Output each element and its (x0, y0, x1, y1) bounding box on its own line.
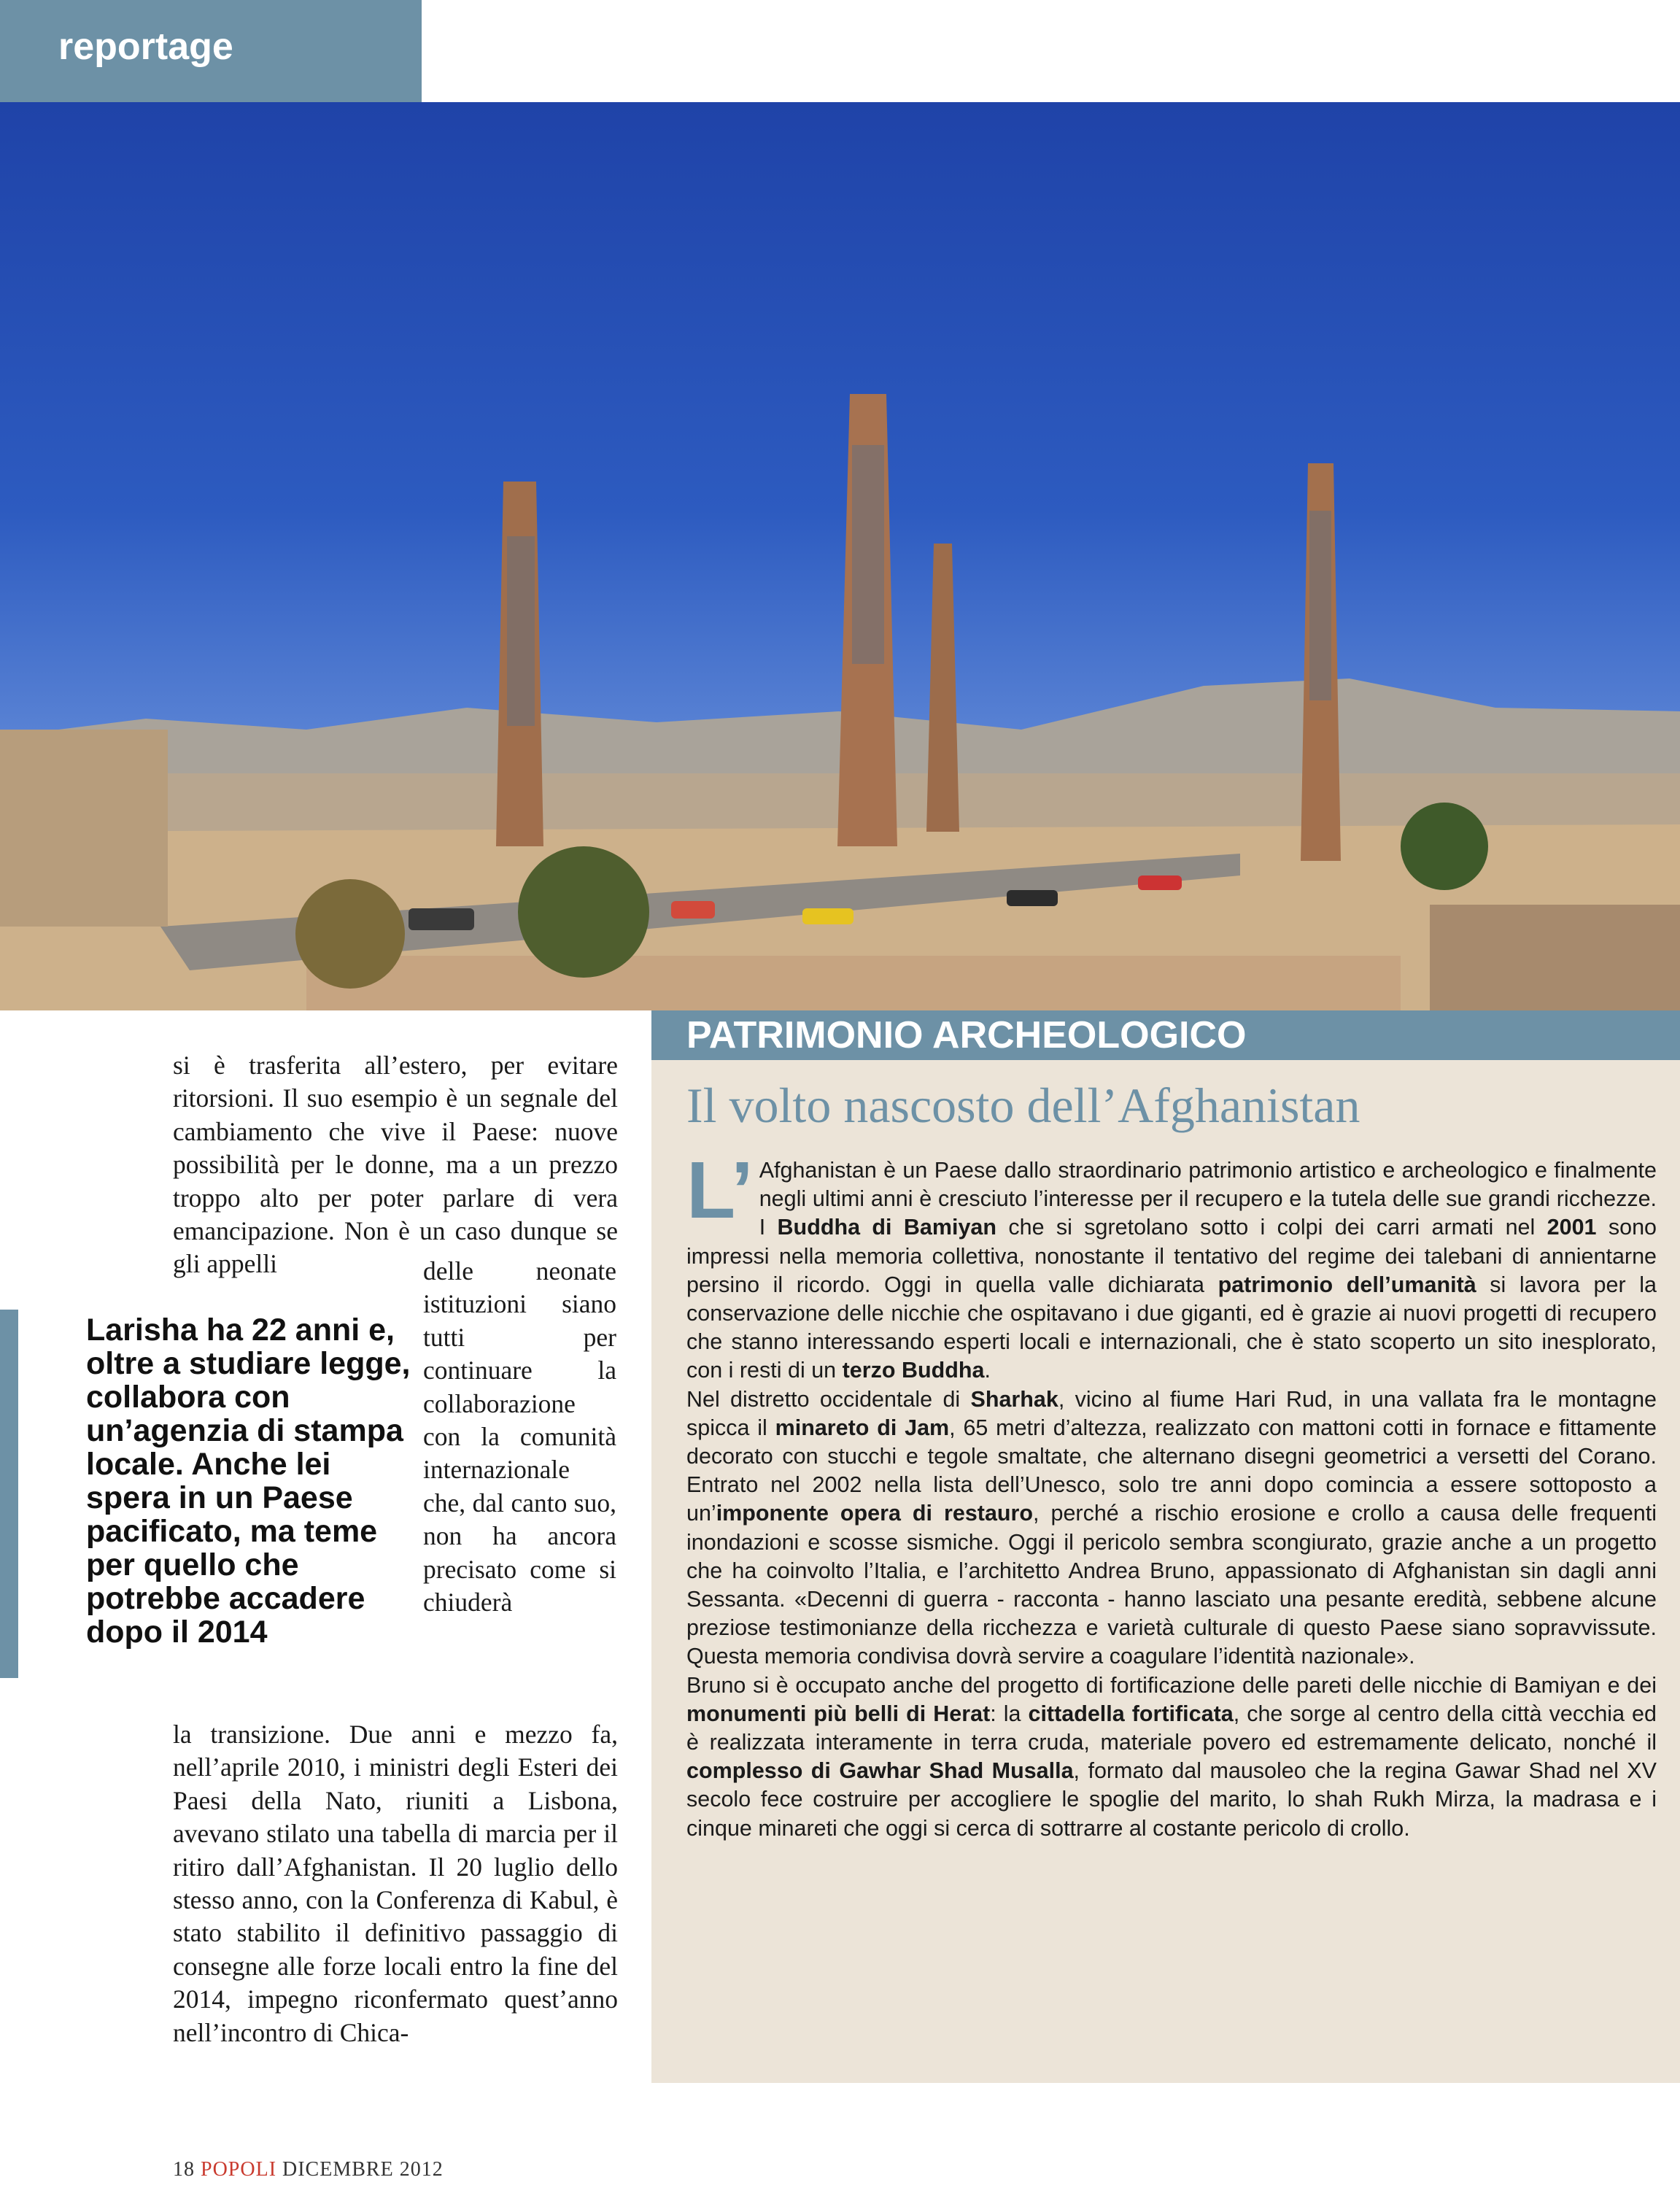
article-text-top: si è trasferita all’estero, per evitare ritorsioni. Il suo esempio è un segnale del cambiamento che vive il Paese: nuove possibilità per le donne, ma a un prezzo troppo alto per poter parlare di vera emancipazione. Non è un caso dunque se gli appelli (173, 1051, 618, 1279)
box-heading: PATRIMONIO ARCHEOLOGICO (651, 1010, 1680, 1060)
article-text-bottom: la transizione. Due anni e mezzo fa, nell’aprile 2010, i ministri degli Esteri dei Paesi della Nato, riuniti a Lisbona, avevano stilato una tabella di marcia per il ritiro dall’Afghanistan. Il 20 luglio dello stesso anno, con la Conferenza di Kabul, è stato stabilito il definitivo passaggio di consegne alle forze locali entro la fine del 2014, impegno riconfermato quest’anno nell’incontro di Chica- (173, 1720, 618, 2047)
magazine-name: POPOLI (201, 2158, 277, 2181)
box-paragraph (686, 1145, 1657, 1385)
minaret-tiles (507, 536, 535, 726)
bold-phrase: patrimonio dell’umanità (1218, 1272, 1476, 1297)
bold-phrase: minareto di Jam (775, 1415, 950, 1440)
bold-phrase: monumenti più belli di Herat (686, 1701, 991, 1726)
text-run: : la (990, 1701, 1029, 1726)
bold-phrase: Sharhak (970, 1386, 1058, 1412)
box-title: Il volto nascosto dell’Afghanistan (686, 1078, 1360, 1133)
section-label: reportage (0, 0, 422, 102)
text-run: , 65 metri d’altezza, realizzato con mattoni cotti in fornace e fittamente decorato con stucchi e tegole smaltate, che alternano disegni geometrici a versetti del Corano. Entrato nel 2002 nella lista dell’Unesco, solo tre anni dopo comincia a essere sottoposto a un’ (686, 1415, 1657, 1526)
bold-phrase: terzo Buddha (842, 1358, 985, 1383)
car (1007, 890, 1058, 906)
pullquote: Larisha ha 22 anni e, oltre a studiare legge, collabora con un’agenzia di stampa locale. Anche lei spera in un Paese pacificato, ma teme per quello che potrebbe accadere dopo il 2014 (86, 1313, 411, 1650)
tree (1401, 803, 1488, 890)
minarets-photo (0, 102, 1680, 1010)
minaret-tiles (1309, 511, 1331, 700)
text-run: , che sorge al centro della città vecchia ed è realizzata interamente in terra cruda, materiale povero ed estremamente delicato, nonché il (686, 1701, 1657, 1755)
car (409, 908, 474, 930)
page-number: 18 (173, 2158, 195, 2181)
box-text (686, 1145, 1657, 1843)
pullquote-bar (0, 1310, 18, 1678)
text-run: Nel distretto occidentale di (686, 1386, 971, 1412)
minaret (926, 544, 959, 832)
bold-phrase: complesso di Gawhar Shad Musalla (686, 1758, 1074, 1784)
bold-phrase: imponente opera di restauro (716, 1501, 1034, 1526)
minaret-tiles (852, 445, 884, 664)
box-paragraph (686, 1385, 1657, 1671)
text-run: Afghanistan è un Paese dallo straordinario patrimonio artistico e archeologico e finalmente negli ultimi anni è cresciuto l’interesse per il recupero e la tutela delle sue grandi ricchezze. I (759, 1158, 1657, 1240)
right-building (1430, 905, 1680, 1010)
text-run: che si sgretolano sotto i colpi dei carri armati nel (996, 1215, 1547, 1240)
box-paragraph (686, 1671, 1657, 1843)
dropcap: L’ (686, 1145, 754, 1235)
text-run: sono impressi nella memoria collettiva, nonostante il tentativo del regime dei talebani di annientarne persino il ricordo. Oggi in quella valle dichiarata (686, 1215, 1657, 1297)
page-footer (173, 2158, 444, 2181)
tree (518, 846, 649, 978)
bold-phrase: 2001 (1547, 1215, 1597, 1240)
article-text-narrow: delle neonate istituzioni siano tutti per continuare la collaborazione con la comunità internazionale che, dal canto suo, non ha ancora precisato come si chiuderà (423, 1256, 616, 1617)
brick-wall (306, 956, 1401, 1010)
text-run: Bruno si è occupato anche del progetto di fortificazione delle pareti delle nicchie di Bamiyan e dei (686, 1672, 1657, 1698)
sidebar-box (651, 1010, 1680, 2083)
text-run: . (984, 1358, 991, 1383)
text-run: , perché a rischio erosione e crollo a causa delle frequenti inondazioni e scosse sismiche. Oggi il pericolo sembra scongiurato, grazie anche a un progetto che ha coinvolto l’Italia, e l’architetto Andrea Bruno, appassionato di Afghanistan sin dagli anni Sessanta. «Decenni di guerra - racconta - hanno lasciato una pesante eredità, sebbene alcune preziose testimonianze della ricchezza e varietà culturale di questo Paese siano sopravvissute. Questa memoria condivisa dovrà servire a coagulare l’identità nazionale». (686, 1501, 1657, 1669)
car (802, 908, 853, 924)
car (671, 901, 715, 919)
car (1138, 875, 1182, 890)
text-run: , formato dal mausoleo che la regina Gawar Shad nel XV secolo fece costruire per accogliere le spoglie del marito, lo shah Rukh Mirza, la madrasa e i cinque minareti che oggi si cerca di sottrarre al costante pericolo di crollo. (686, 1758, 1657, 1841)
issue-date: DICEMBRE 2012 (282, 2158, 444, 2181)
bold-phrase: cittadella fortificata (1028, 1701, 1234, 1726)
left-building (0, 730, 168, 927)
bold-phrase: Buddha di Bamiyan (777, 1215, 996, 1240)
tree (295, 879, 405, 989)
text-run: , vicino al fiume Hari Rud, in una vallata fra le montagne spicca il (686, 1386, 1657, 1440)
photo-illustration (0, 102, 1680, 1010)
text-run: si lavora per la conservazione delle nicchie che ospitavano i due giganti, ed è grazie ai nuovi progetti di recupero che stanno interessando esperti locali e internazionali, che è stato scoperto un sito inesplorato, con i resti di un (686, 1272, 1657, 1383)
